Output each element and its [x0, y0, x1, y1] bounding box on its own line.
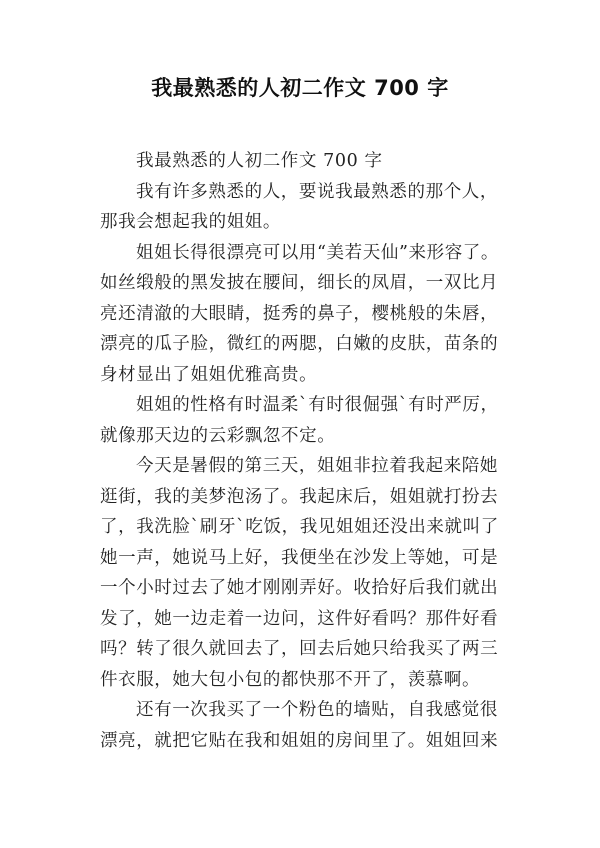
text-line: 如丝缎般的黑发披在腰间，细长的凤眉，一双比月 [100, 273, 499, 293]
text-line: 了，我洗脸`刷牙`吃饭，我见姐姐还没出来就叫了 [100, 517, 499, 537]
document-body [100, 146, 530, 756]
paragraph-personality [100, 390, 530, 451]
paragraph-wall-sticker [100, 695, 530, 756]
document-title: 我最熟悉的人初二作文 700 字 [151, 76, 449, 100]
paragraph-appearance [100, 238, 530, 391]
text-line: 她一声，她说马上好，我便坐在沙发上等她，可是 [100, 547, 499, 568]
text-line: 今天是暑假的第三天，姐姐非拉着我起来陪她 [136, 456, 498, 476]
text-line: 我有许多熟悉的人，要说我最熟悉的那个人， [136, 181, 498, 202]
text-line: 身材显出了姐姐优雅高贵。 [100, 364, 318, 385]
text-line: 一个小时过去了她才刚刚弄好。收拾好后我们就出 [100, 578, 499, 598]
text-line: 姐姐的性格有时温柔`有时很倔强`有时严厉， [136, 395, 499, 415]
text-line: 漂亮的瓜子脸，微红的两腮，白嫩的皮肤，苗条的 [100, 334, 499, 354]
paragraph-shopping [100, 451, 530, 695]
text-line: 件衣服，她大包小包的都快那不开了，羡慕啊。 [100, 669, 481, 690]
text-line: 姐姐长得很漂亮可以用“美若天仙”来形容了。 [136, 242, 499, 263]
text-line: 逛街，我的美梦泡汤了。我起床后，姐姐就打扮去 [100, 486, 499, 507]
text-line: 漂亮，就把它贴在我和姐姐的房间里了。姐姐回来 [100, 730, 499, 751]
text-line: 发了，她一边走着一边问，这件好看吗？那件好看 [100, 608, 499, 629]
text-line: 亮还清澈的大眼睛，挺秀的鼻子，樱桃般的朱唇， [100, 303, 499, 324]
text-line: 就像那天边的云彩飘忽不定。 [100, 425, 336, 446]
text-line: 那我会想起我的姐姐。 [100, 212, 281, 232]
text-line: 还有一次我买了一个粉色的墙贴，自我感觉很 [136, 700, 498, 720]
paragraph-intro [100, 177, 530, 238]
text-line: 我最熟悉的人初二作文 700 字 [136, 151, 383, 171]
paragraph-subtitle [100, 146, 530, 177]
text-line: 吗？转了很久就回去了，回去后她只给我买了两三 [100, 639, 499, 659]
